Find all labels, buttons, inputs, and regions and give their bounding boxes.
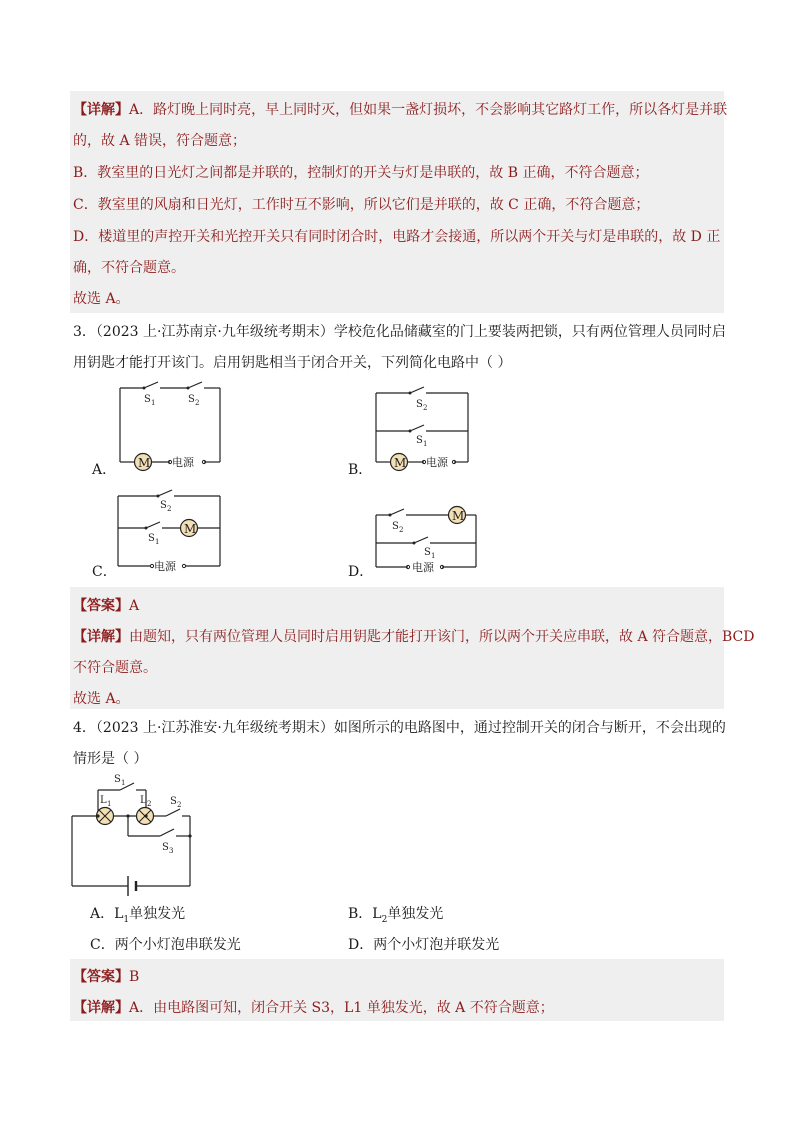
q3-option-c-circuit — [110, 488, 230, 578]
svg-text:1: 1 — [155, 538, 160, 546]
svg-text:1: 1 — [423, 440, 428, 448]
svg-text:S: S — [148, 533, 155, 544]
svg-text:L: L — [100, 795, 107, 806]
svg-text:3: 3 — [169, 847, 174, 855]
svg-text:2: 2 — [147, 800, 152, 808]
q2-detail-line-2: 的，故 A 错误，符合题意； — [73, 133, 247, 149]
q4-detail-line-1: 【详解】A．由电路图可知，闭合开关 S3，L1 单独发光，故 A 不符合题意； — [73, 1000, 554, 1016]
detail-tag: 【详解】 — [73, 102, 129, 118]
q3-stem-line-1: 3．（2023 上·江苏南京·九年级统考期末）学校危化品储藏室的门上要装两把锁，只有两位管理人员同时启 — [73, 324, 726, 340]
svg-text:2: 2 — [399, 526, 404, 534]
q3-stem-line-2: 用钥匙才能打开该门。启用钥匙相当于闭合开关，下列简化电路中（ ） — [73, 355, 512, 371]
q2-detail-line-3: B．教室里的日光灯之间都是并联的，控制灯的开关与灯是串联的，故 B 正确，不符合题意； — [73, 165, 649, 181]
svg-text:2: 2 — [195, 399, 200, 407]
q3-conclusion: 故选 A。 — [73, 691, 130, 707]
q2-detail-conclusion: 故选 A。 — [73, 291, 130, 307]
q3-answer-background — [70, 587, 724, 709]
svg-text:S: S — [424, 547, 431, 558]
q3-option-d-label[interactable]: D． — [348, 564, 374, 580]
svg-text:S: S — [416, 435, 423, 446]
svg-text:1: 1 — [431, 552, 436, 560]
q2-detail-line-5: D．楼道里的声控开关和光控开关只有同时闭合时，电路才会接通，所以两个开关与灯是串联的，故 D 正 — [73, 229, 721, 245]
q3-option-a-label[interactable]: A． — [92, 462, 117, 478]
q4-option-d[interactable]: D．两个小灯泡并联发光 — [348, 937, 500, 953]
q3-detail-line-2: 不符合题意。 — [73, 660, 157, 676]
svg-text:S: S — [170, 796, 177, 807]
svg-text:M: M — [394, 456, 407, 470]
svg-text:电源: 电源 — [172, 456, 194, 469]
svg-text:S: S — [160, 500, 167, 511]
q4-option-a[interactable]: A．$L_1$单独发光 — [90, 906, 186, 925]
q2-detail-line-6: 确，不符合题意。 — [73, 260, 185, 276]
svg-text:S: S — [144, 394, 151, 405]
svg-text:电源: 电源 — [412, 561, 434, 574]
svg-text:M: M — [184, 522, 197, 536]
q4-stem-line-1: 4．（2023 上·江苏淮安·九年级统考期末）如图所示的电路图中，通过控制开关的闭合与断开，不会出现的 — [73, 720, 726, 736]
svg-text:电源: 电源 — [426, 456, 448, 469]
q3-option-b-circuit — [368, 385, 488, 475]
q4-option-c[interactable]: C．两个小灯泡串联发光 — [90, 937, 241, 953]
q4-circuit-diagram — [70, 770, 200, 890]
q2-detail-line-4: C．教室里的风扇和日光灯，工作时互不影响，所以它们是并联的，故 C 正确，不符合题意； — [73, 197, 650, 213]
q3-detail-line-1: 【详解】由题知，只有两位管理人员同时启用钥匙才能打开该门，所以两个开关应串联，故 A 符合题意，BCD — [73, 629, 755, 645]
q3-answer: 【答案】A — [73, 598, 140, 614]
svg-text:S: S — [392, 521, 399, 532]
q4-answer: 【答案】B — [73, 969, 140, 985]
svg-text:S: S — [188, 394, 195, 405]
svg-text:S: S — [162, 842, 169, 853]
svg-text:L: L — [140, 795, 147, 806]
svg-text:M: M — [452, 509, 465, 523]
svg-text:2: 2 — [423, 404, 428, 412]
svg-text:电源: 电源 — [154, 560, 176, 573]
q2-detail-line-1: 【详解】A．路灯晚上同时亮，早上同时灭，但如果一盏灯损坏，不会影响其它路灯工作，所以各灯是并联 — [73, 102, 728, 118]
q4-stem-line-2: 情形是（ ） — [73, 751, 148, 767]
svg-text:S: S — [416, 399, 423, 410]
q3-option-c-label[interactable]: C． — [92, 564, 117, 580]
svg-text:1: 1 — [151, 399, 156, 407]
svg-text:2: 2 — [167, 505, 172, 513]
svg-text:2: 2 — [177, 801, 182, 809]
q4-option-b[interactable]: B．$L_2$单独发光 — [348, 906, 444, 925]
svg-text:S: S — [114, 774, 121, 785]
svg-text:1: 1 — [121, 779, 126, 787]
svg-text:1: 1 — [107, 800, 112, 808]
motor-label: M — [138, 456, 151, 470]
q3-option-b-label[interactable]: B． — [348, 462, 373, 478]
q3-option-a-circuit — [110, 380, 230, 475]
q3-option-d-circuit — [368, 505, 488, 580]
